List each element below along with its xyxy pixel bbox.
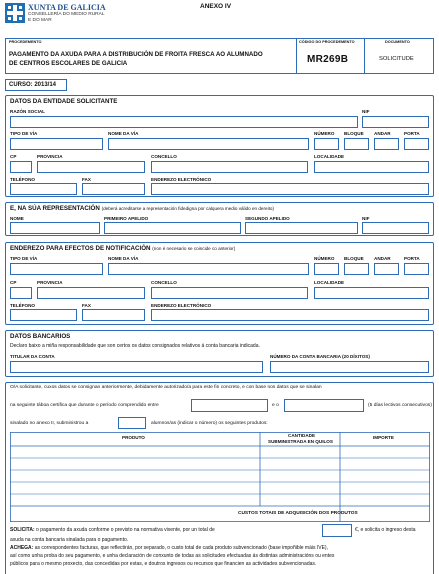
bank-holder-field[interactable]: [10, 361, 263, 373]
document-label: DOCUMENTO: [385, 40, 410, 44]
notif-nome-via-label: NOME DA VÍA: [108, 256, 139, 261]
notif-telefono-field[interactable]: [10, 309, 77, 321]
notif-telefono-label: TELÉFONO: [10, 303, 36, 308]
cp-field[interactable]: [10, 161, 32, 173]
concello-field[interactable]: [151, 161, 308, 173]
org-name: XUNTA DE GALICIA: [28, 3, 106, 12]
declaration-line-3b: alumnos/as (indicar o número) os seguintes produtos:: [151, 421, 268, 426]
notif-fax-label: FAX: [82, 303, 91, 308]
provincia-label: PROVINCIA: [37, 154, 63, 159]
declaration-line-2a: na seguinte táboa certifica que durante o período comprendido entre: [10, 403, 159, 408]
totals-label: CUSTOS TOTAIS DE ADQUISICIÓN DOS PRODUTOS: [238, 511, 358, 516]
notif-localidade-field[interactable]: [314, 287, 429, 299]
porta-field[interactable]: [404, 138, 429, 150]
dept-line-2: E DO MAR: [28, 18, 52, 23]
numero-field[interactable]: [314, 138, 339, 150]
representative-title-text: E, NA SÚA REPRESENTACIÓN: [10, 205, 100, 212]
cp-label: CP: [10, 154, 17, 159]
tipo-via-label: TIPO DE VÍA: [10, 131, 38, 136]
achega-text-1: as correspondentes facturas, que reflectirán, por separado, o custo total de cada produto subvencionado (base impoñible máis IVE),: [34, 545, 328, 551]
notification-title: [10, 246, 235, 252]
localidade-field[interactable]: [314, 161, 429, 173]
bank-account-label: NÚMERO DA CONTA BANCARIA (20 DÍXITOS): [270, 354, 370, 359]
col-amount-header: IMPORTE: [373, 435, 394, 440]
dept-line-1: CONSELLERÍA DO MEDIO RURAL: [28, 12, 105, 17]
procedure-label: PROCEDEMENTO: [9, 40, 42, 44]
product-row-2[interactable]: [10, 458, 430, 470]
solicita-text-1: o pagamento da axuda conforme o previsto na normativa vixente, por un total de: [36, 527, 215, 533]
notif-fax-field[interactable]: [82, 309, 145, 321]
andar-label: ANDAR: [374, 131, 391, 136]
notification-title-text: ENDEREZO PARA EFECTOS DE NOTIFICACIÓN: [10, 245, 151, 252]
entity-nif-field[interactable]: [362, 116, 429, 128]
bank-account-field[interactable]: [270, 361, 429, 373]
rep-nif-field[interactable]: [362, 222, 429, 234]
solicita-text-2: €, e solicita o ingreso desta: [355, 527, 416, 533]
procedure-title-1: PAGAMENTO DA AXUDA PARA A DISTRIBUCIÓN DE FROITA FRESCA AO ALUMNADO: [9, 51, 263, 58]
col-quantity-header-1: CANTIDADE: [288, 433, 316, 438]
declaration-line-2c: (5 días lectivos consecutivos): [368, 403, 432, 408]
email-field[interactable]: [151, 183, 429, 195]
col-product-header: PRODUTO: [122, 435, 145, 440]
entity-nif-label: NIF: [362, 109, 370, 114]
declaration-line-1: O/A solicitante, cuxos datos se consignan anteriormente, debidamente autorizado/a para este fin concreto, e con base nos datos que se sinalan: [10, 385, 322, 390]
students-count-field[interactable]: [118, 417, 146, 429]
course-label: CURSO: 2013/14: [9, 82, 57, 88]
rep-segundo-apelido-label: SEGUNDO APELIDO: [245, 216, 290, 221]
notif-concello-label: CONCELLO: [151, 280, 177, 285]
product-row-4[interactable]: [10, 482, 430, 494]
notif-email-label: ENDEREZO ELECTRÓNICO: [151, 303, 212, 308]
razon-social-field[interactable]: [10, 116, 358, 128]
procedure-code-value: MR269B: [307, 54, 349, 65]
notif-andar-field[interactable]: [374, 263, 399, 275]
provincia-field[interactable]: [37, 161, 145, 173]
proc-divider-1: [296, 38, 297, 74]
notif-email-field[interactable]: [151, 309, 429, 321]
procedure-code-label: CÓDIGO DO PROCEDEMENTO: [299, 40, 355, 44]
achega-text-3: públicos para o mesmo proxecto, das concedidas por estas, e doutros ingresos ou recursos que financien as actividades subvencionadas.: [10, 561, 317, 567]
product-row-5[interactable]: [10, 494, 430, 506]
notif-cp-field[interactable]: [10, 287, 32, 299]
solicita-label: SOLICITA:: [10, 527, 35, 533]
proc-divider-2: [364, 38, 365, 74]
nome-via-label: NOME DA VÍA: [108, 131, 139, 136]
tipo-via-field[interactable]: [10, 138, 103, 150]
achega-label: ACHEGA:: [10, 545, 34, 551]
col-quantity-header-2: SUBMINISTRADA EN QUILOS: [268, 439, 333, 444]
notif-andar-label: ANDAR: [374, 256, 391, 261]
bank-holder-label: TITULAR DA CONTA: [10, 354, 55, 359]
notif-numero-field[interactable]: [314, 263, 339, 275]
notif-bloque-label: BLOQUE: [344, 256, 364, 261]
notification-note: (non é necesario se coincide co anterior): [152, 246, 236, 251]
xunta-logo-icon: [5, 3, 25, 23]
notif-porta-field[interactable]: [404, 263, 429, 275]
notif-tipo-via-field[interactable]: [10, 263, 103, 275]
notif-provincia-field[interactable]: [37, 287, 145, 299]
fax-label: FAX: [82, 177, 91, 182]
rep-primeiro-apelido-field[interactable]: [104, 222, 241, 234]
declaration-line-2b: e o: [272, 403, 279, 408]
procedure-title-2: DE CENTROS ESCOLARES DE GALICIA: [9, 60, 128, 67]
rep-nome-label: NOME: [10, 216, 24, 221]
telefono-field[interactable]: [10, 183, 77, 195]
razon-social-label: RAZÓN SOCIAL: [10, 109, 45, 114]
andar-field[interactable]: [374, 138, 399, 150]
entity-section-title: DATOS DA ENTIDADE SOLICITANTE: [10, 98, 118, 105]
rep-nif-label: NIF: [362, 216, 370, 221]
rep-nome-field[interactable]: [10, 222, 100, 234]
achega-line-1: [10, 546, 328, 551]
rep-primeiro-apelido-label: PRIMEIRO APELIDO: [104, 216, 149, 221]
porta-label: PORTA: [404, 131, 420, 136]
cross-pattern-icon: [5, 3, 25, 23]
bloque-label: BLOQUE: [344, 131, 364, 136]
localidade-label: LOCALIDADE: [314, 154, 345, 159]
notif-cp-label: CP: [10, 280, 17, 285]
document-value: SOLICITUDE: [379, 56, 414, 62]
numero-label: NÚMERO: [314, 131, 335, 136]
notif-bloque-field[interactable]: [344, 263, 369, 275]
notif-porta-label: PORTA: [404, 256, 420, 261]
annex-label: ANEXO IV: [200, 3, 232, 10]
notif-localidade-label: LOCALIDADE: [314, 280, 345, 285]
totals-amount-field[interactable]: [340, 506, 430, 522]
notif-numero-label: NÚMERO: [314, 256, 335, 261]
bank-declaration: Declaro baixo a miña responsabilidade que son certos os datos consignados relativos á conta bancaria indicada.: [10, 343, 260, 349]
notif-concello-field[interactable]: [151, 287, 308, 299]
product-row-1[interactable]: [10, 446, 430, 458]
representative-note: (deberá acreditarse a representación fidedigna por calquera medio válido en dereito): [101, 206, 274, 211]
solicita-text-3: axuda na conta bancaria sinalada para o pagamento.: [10, 537, 129, 543]
achega-text-2: así como unha proba do seu pagamento, e unha declaración de conxunto de todas as solicitudes efectuadas ás distintas administracións ou entes: [10, 553, 335, 559]
product-row-3[interactable]: [10, 470, 430, 482]
notif-tipo-via-label: TIPO DE VÍA: [10, 256, 38, 261]
period-start-field[interactable]: [191, 399, 268, 412]
fax-field[interactable]: [82, 183, 145, 195]
products-table: [10, 432, 430, 522]
concello-label: CONCELLO: [151, 154, 177, 159]
period-end-field[interactable]: [284, 399, 364, 412]
bloque-field[interactable]: [344, 138, 369, 150]
notif-nome-via-field[interactable]: [108, 263, 309, 275]
email-label: ENDEREZO ELECTRÓNICO: [151, 177, 212, 182]
nome-via-field[interactable]: [108, 138, 309, 150]
bank-title: DATOS BANCARIOS: [10, 333, 71, 340]
telefono-label: TELÉFONO: [10, 177, 36, 182]
rep-segundo-apelido-field[interactable]: [245, 222, 358, 234]
declaration-line-3a: sinalado no anexo II, subministrou a: [10, 421, 89, 426]
notif-provincia-label: PROVINCIA: [37, 280, 63, 285]
solicita-line-1: [10, 528, 215, 533]
total-amount-field[interactable]: [322, 524, 352, 537]
representative-title: [10, 206, 274, 212]
